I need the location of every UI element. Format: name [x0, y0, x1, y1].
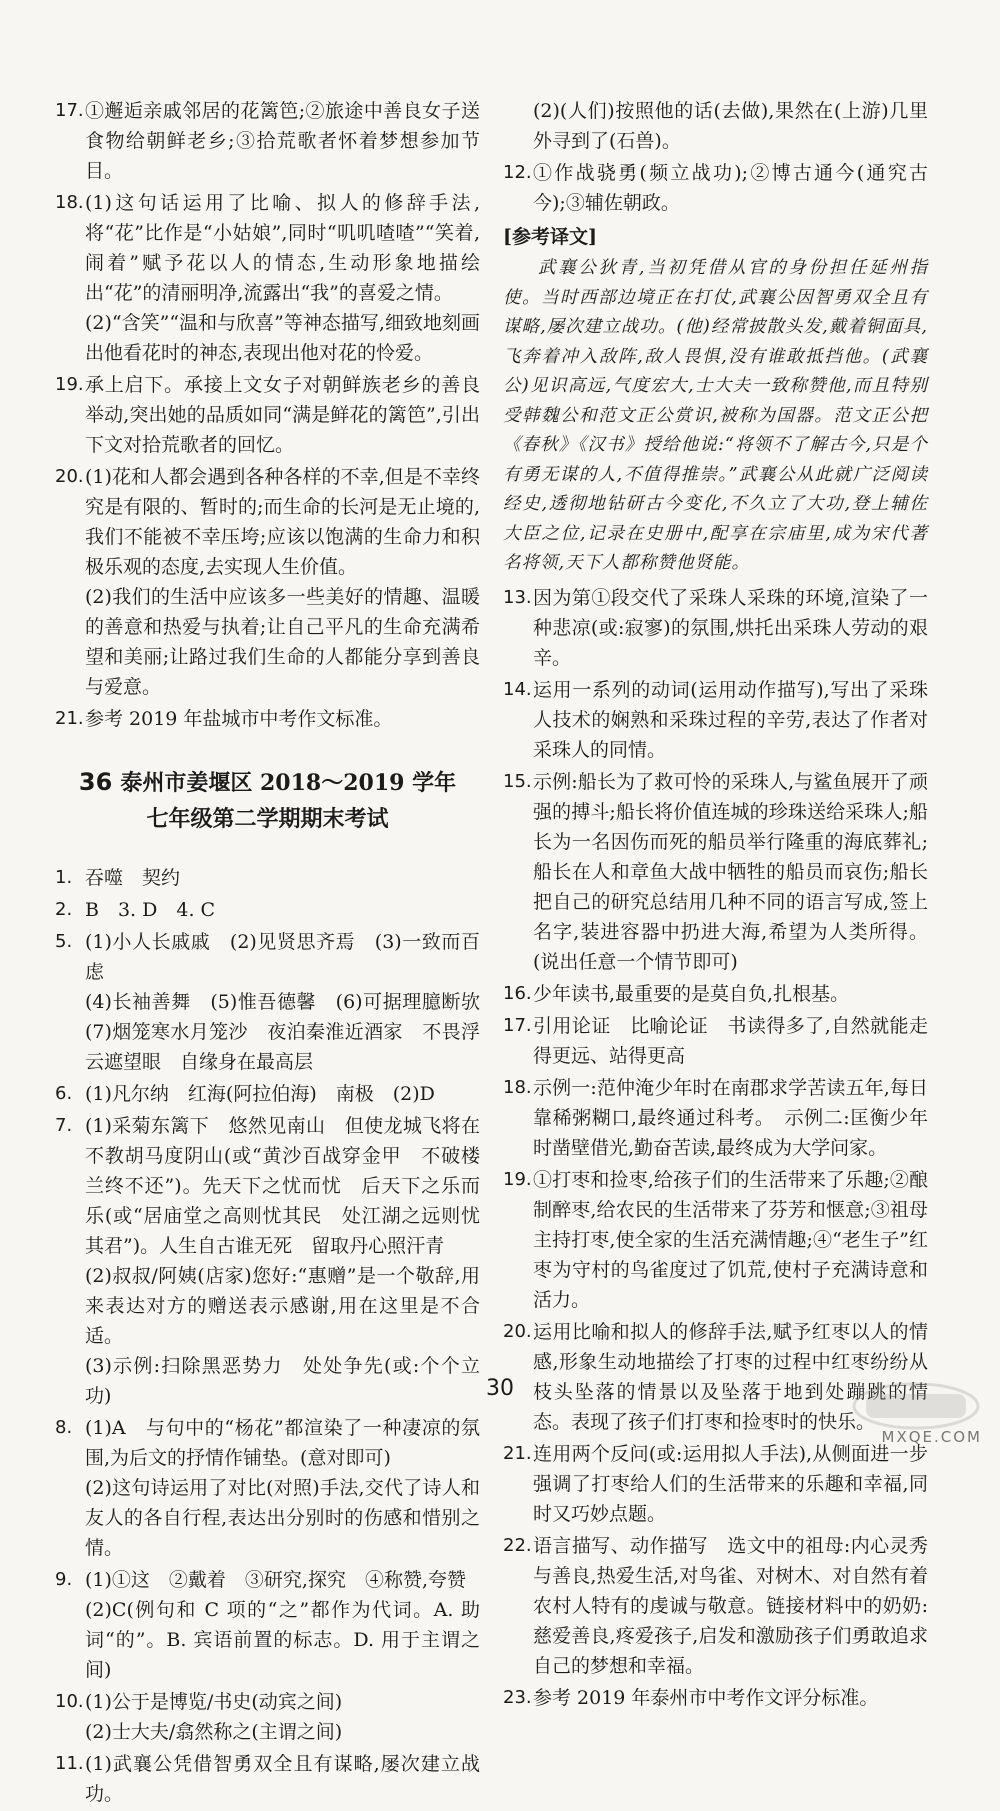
answer-item — [55, 1079, 480, 1109]
answer-number: 18. — [55, 192, 84, 213]
answer-number: 2. — [55, 899, 73, 920]
answer-text: 运用一系列的动词(运用动作描写),写出了采珠人技术的娴熟和采珠过程的辛劳,表达了作者对采珠人的同情。 — [533, 678, 928, 761]
answer-text: (2)士大夫/翕然称之(主谓之间) — [85, 1721, 343, 1743]
answer-number: 21. — [503, 1442, 532, 1464]
answer-number: 20. — [55, 466, 84, 487]
answer-text: (1)花和人都会遇到各种各样的不幸,但是不幸终究是有限的、暂时的;而生命的长河是无止境的,我们不能被不幸压垮;应该以饱满的生命力和积极乐观的态度,去实现人生价值。 — [85, 466, 480, 578]
answer-item — [503, 1531, 928, 1681]
answer-number: 23. — [503, 1686, 532, 1708]
answer-item — [503, 767, 928, 977]
answer-number: 8. — [55, 1417, 73, 1438]
answer-item — [503, 675, 928, 765]
page-number: 30 — [486, 1376, 514, 1401]
answer-text: (1)采菊东篱下 悠然见南山 但使龙城飞将在 不教胡马度阴山(或“黄沙百战穿金甲 不破楼兰终不还”)。先天下之忧而忧 后天下之乐而乐(或“居庙堂之高则忧其民 处江湖之远则忧其君”)。人生自古谁无死 留取丹心照汗青 — [85, 1115, 500, 1257]
answer-text: 连用两个反问(或:运用拟人手法),从侧面进一步强调了打枣给人们的生活带来的乐趣和幸福,同时又巧妙点题。 — [533, 1442, 928, 1525]
answer-number: 6. — [55, 1083, 73, 1104]
answer-number: 16. — [503, 982, 532, 1004]
answer-item — [55, 1413, 480, 1563]
answer-item — [55, 370, 480, 460]
answer-number: 1. — [55, 867, 73, 888]
answer-item — [55, 1749, 480, 1809]
answer-item — [55, 1687, 480, 1747]
answer-item — [503, 583, 928, 673]
answer-text: 运用比喻和拟人的修辞手法,赋予红枣以人的情感,形象生动地描绘了打枣的过程中红枣纷纷从枝头坠落的情景以及坠落于地到处蹦跳的情态。表现了孩子们打枣和捡枣时的快乐。 — [533, 1320, 928, 1433]
answer-item — [55, 96, 480, 186]
answer-text: (2)C(例句和 C 项的“之”都作为代词。A. 助词“的”。B. 宾语前置的标志。D. 用于主谓之间) — [85, 1599, 480, 1681]
answer-item — [55, 927, 500, 1077]
answer-text: (2)这句诗运用了对比(对照)手法,交代了诗人和友人的各自行程,表达出分别时的伤感和惜别之情。 — [85, 1477, 480, 1559]
translation-heading: [参考译文] — [503, 226, 597, 248]
answer-number: 9. — [55, 1569, 73, 1590]
answer-text: (3)示例:扫除黑恶势力 处处争先(或:个个立功) — [85, 1355, 480, 1407]
answer-text: 示例一:范仲淹少年时在南郡求学苦读五年,每日靠稀粥糊口,最终通过科考。 示例二:匡衡少年时凿壁借光,勤奋苦读,最终成为大学问家。 — [533, 1076, 928, 1159]
answer-text: 示例:船长为了救可怜的采珠人,与鲨鱼展开了顽强的搏斗;船长将价值连城的珍珠送给采珠人;船长为一名因伤而死的船员举行隆重的海底葬礼;船长在人和章鱼大战中牺牲的船员而哀伤;船长把自己的研究总结用几种不同的语言写成,签上名字,装进容器中扔进大海,希望为人类所得。(说出任意一个情节即可) — [533, 770, 928, 973]
answer-item — [503, 1439, 928, 1529]
answer-text: (1)这句话运用了比喻、拟人的修辞手法,将“花”比作是“小姑娘”,同时“叽叽喳喳”“笑着,闹着”赋予花以人的情态,生动形象地描绘出“花”的清丽明净,流露出“我”的喜爱之情。 — [85, 192, 480, 304]
answer-item — [55, 863, 480, 893]
answer-number: 17. — [503, 1014, 532, 1036]
answer-text: (1)凡尔纳 红海(阿拉伯海) 南极 (2)D — [85, 1083, 435, 1105]
answer-item — [55, 1565, 480, 1685]
answer-text: (1)①这 ②戴着 ③研究,探究 ④称赞,夸赞 — [85, 1569, 466, 1591]
answer-number: 13. — [503, 586, 532, 608]
answer-text: (2)叔叔/阿姨(店家)您好:“惠赠”是一个敬辞,用来表达对方的赠送表示感谢,用在这里是不合适。 — [85, 1265, 480, 1347]
right-answers-part2 — [503, 583, 928, 1713]
answer-number — [503, 96, 533, 156]
answer-number: 12. — [503, 162, 532, 183]
answer-item — [55, 188, 480, 368]
answer-number: 11. — [55, 1753, 84, 1774]
answer-item — [503, 96, 928, 156]
answer-text: (2)我们的生活中应该多一些美好的情趣、温暖的善意和热爱与执着;让自己平凡的生命充满希望和美丽;让路过我们生命的人都能分享到善良与爱意。 — [85, 586, 480, 698]
section-title-line1: 泰州市姜堰区 2018～2019 学年 — [120, 770, 457, 796]
answer-number: 20. — [503, 1320, 532, 1342]
answer-text: (1)A 与句中的“杨花”都渲染了一种凄凉的氛围,为后文的抒情作铺垫。(意对即可) — [85, 1417, 480, 1469]
answer-text: B 3. D 4. C — [85, 899, 216, 921]
section-number: 36 — [78, 768, 113, 796]
watermark-site: MXQE.COM — [881, 1428, 982, 1446]
answer-text: 语言描写、动作描写 选文中的祖母:内心灵秀与善良,热爱生活,对鸟雀、对树木、对自然有着农村人特有的虔诚与敬意。链接材料中的奶奶:慈爱善良,疼爱孩子,启发和激励孩子们勇敢追求自己的梦想和幸福。 — [533, 1534, 928, 1677]
right-column — [503, 96, 928, 1715]
answer-number: 10. — [55, 1691, 84, 1712]
answer-text: 参考 2019 年泰州市中考作文评分标准。 — [533, 1686, 879, 1709]
left-answers-part1 — [55, 96, 480, 734]
answer-number: 17. — [55, 100, 84, 121]
answer-text: (1)小人长戚戚 (2)见贤思齐焉 (3)一致而百虑 — [85, 931, 480, 983]
answer-text: (2)(人们)按照他的话(去做),果然在(上游)几里外寻到了(石兽)。 — [533, 100, 928, 152]
translation-text: 武襄公狄青,当初凭借从官的身份担任延州指使。当时西部边境正在打仗,武襄公因智勇双全且有谋略,屡次建立战功。(他)经常披散头发,戴着铜面具,飞奔着冲入敌阵,敌人畏惧,没有谁敢抵挡他。(武襄公)见识高远,气度宏大,士大夫一致称赞他,而且特别受韩魏公和范文正公赏识,被称为国器。范文正公把《春秋》《汉书》授给他说:“将领不了解古今,只是个有勇无谋的人,不值得推崇。”武襄公从此就广泛阅读经史,透彻地钻研古今变化,不久立了大功,登上辅佐大臣之位,记录在史册中,配享在宗庙里,成为宋代著名将领,天下人都称赞他贤能。 — [503, 258, 928, 573]
answer-number: 15. — [503, 770, 532, 792]
answer-text: 引用论证 比喻论证 书读得多了,自然就能走得更远、站得更高 — [533, 1014, 928, 1067]
answer-number: 7. — [55, 1115, 73, 1136]
answer-text: ①打枣和捡枣,给孩子们的生活带来了乐趣;②酿制醉枣,给农民的生活带来了芬芳和惬意;③祖母主持打枣,使全家的生活充满情趣;④“老生子”红枣为守村的鸟雀度过了饥荒,使村子充满诗意和活力。 — [533, 1168, 928, 1311]
right-answers-part1 — [503, 96, 928, 218]
answer-text: ①作战骁勇(频立战功);②博古通今(通究古今);③辅佐朝政。 — [533, 162, 928, 214]
answer-text: (1)武襄公凭借智勇双全且有谋略,屡次建立战功。 — [85, 1753, 480, 1805]
answer-number: 22. — [503, 1534, 532, 1556]
answer-text: (1)公于是博览/书史(动宾之间) — [85, 1691, 343, 1713]
answer-text: 承上启下。承接上文女子对朝鲜族老乡的善良举动,突出她的品质如同“满是鲜花的篱笆”,引出下文对拾荒歌者的回忆。 — [85, 374, 480, 456]
section-title-line2: 七年级第二学期期末考试 — [146, 806, 389, 832]
answer-number: 18. — [503, 1076, 532, 1098]
answer-item — [503, 1683, 928, 1713]
answer-text: ①邂逅亲戚邻居的花篱笆;②旅途中善良女子送食物给朝鲜老乡;③拾荒歌者怀着梦想参加节目。 — [85, 100, 480, 182]
answer-text: 少年读书,最重要的是莫自负,扎根基。 — [533, 982, 850, 1005]
answer-number: 19. — [55, 374, 84, 395]
answer-item — [503, 1011, 928, 1071]
answer-text: (2)“含笑”“温和与欣喜”等神态描写,细致地刻画出他看花时的神态,表现出他对花的怜爱。 — [85, 312, 480, 364]
answer-item — [503, 1165, 928, 1315]
answer-number: 14. — [503, 678, 532, 700]
answer-text: (4)长袖善舞 (5)惟吾德馨 (6)可据理臆断欤 (7)烟笼寒水月笼沙 夜泊秦淮近酒家 不畏浮云遮望眼 自缘身在最高层 — [85, 991, 500, 1073]
answer-item — [55, 704, 480, 734]
answer-item — [55, 462, 480, 702]
answer-text: 因为第①段交代了采珠人采珠的环境,渲染了一种悲凉(或:寂寥)的氛围,烘托出采珠人劳动的艰辛。 — [533, 586, 928, 669]
answer-item — [503, 158, 928, 218]
section-heading — [55, 764, 480, 837]
answer-number: 21. — [55, 708, 84, 729]
answer-number: 19. — [503, 1168, 532, 1190]
answer-text: 吞噬 契约 — [85, 867, 181, 889]
answer-item — [55, 895, 480, 925]
answer-text: 参考 2019 年盐城市中考作文标准。 — [85, 708, 393, 730]
answer-item — [503, 979, 928, 1009]
answer-item — [503, 1073, 928, 1163]
answer-number: 5. — [55, 931, 73, 952]
